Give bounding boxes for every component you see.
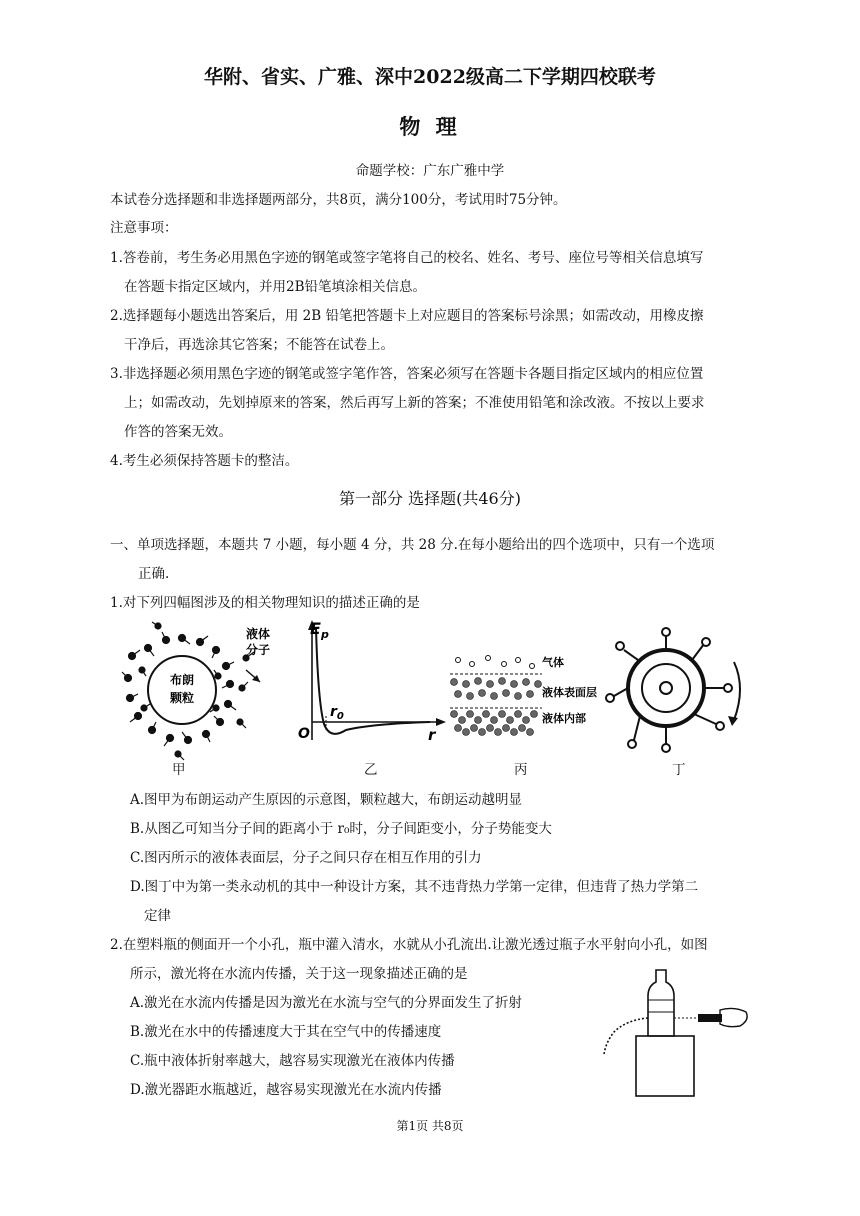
q1-option-d: D.图丁中为第一类永动机的其中一种设计方案，其不违背热力学第一定律，但违背了热力学第二 [130,879,699,895]
figure-ding-caption: 丁 [672,762,686,778]
liquid-label-1: 液体 [246,627,271,641]
q2-option-a: A.激光在水流内传播是因为激光在水流与空气的分界面发生了折射 [130,995,523,1011]
figure-ding-wheel [604,626,754,756]
figure-bing-caption: 丙 [514,762,528,778]
notice-label: 注意事项： [110,220,178,236]
particle-circle [148,656,216,724]
notice-item-1: 1.答卷前，考生务必用黑色字迹的钢笔或签字笔将自己的校名、姓名、考号、座位号等相关信息填写 [110,250,704,266]
figure-jia-brownian [118,618,278,778]
q1-option-b: B.从图乙可知当分子间的距离小于 r₀时，分子间距变小，分子势能变大 [130,821,552,837]
notice-item-2-cont: 干净后，再选涂其它答案；不能答在试卷上。 [124,337,394,353]
notice-item-1-cont: 在答题卡指定区域内，并用2B铅笔填涂相关信息。 [124,279,427,295]
q1-option-a: A.图甲为布朗运动产生原因的示意图，颗粒越大，布朗运动越明显 [130,792,523,808]
school-line: 命题学校：广东广雅中学 [355,163,505,179]
figure-yi-caption: 乙 [364,762,378,778]
notice-item-4: 4.考生必须保持答题卡的整洁。 [110,453,299,469]
part1-heading: 第一部分 选择题(共46分) [339,489,521,508]
figure-yi-potential [290,612,450,752]
ep-label: $E_p$ [310,619,329,641]
page-footer: 第1页 共8页 [396,1119,464,1133]
figure-jia-caption: 甲 [172,762,186,778]
exam-title: 华附、省实、广雅、深中2022级高二下学期四校联考 [204,66,656,88]
r-label: r [428,726,436,744]
r0-label: $r_0$ [330,704,344,722]
subject-title: 物 理 [399,114,461,139]
q1-option-c: C.图丙所示的液体表面层，分子之间只存在相互作用的引力 [130,850,482,866]
hand [720,1008,747,1026]
gas-label: 气体 [542,656,564,669]
figure-bing-surface [446,650,606,740]
laser-pointer [698,1014,722,1022]
particle-label-1: 布朗 [169,673,195,687]
notice-item-3: 3.非选择题必须用黑色字迹的钢笔或签字笔作答，答案必须写在答题卡各题目指定区域内的相应位置 [110,366,704,382]
inner-label: 液体内部 [542,712,586,725]
notice-item-3-cont2: 作答的答案无效。 [124,424,232,440]
wheel-rim [628,650,704,726]
intro-line: 本试卷分选择题和非选择题两部分，共8页，满分100分，考试用时75分钟。 [110,192,567,208]
q1-option-d-cont: 定律 [144,908,171,924]
origin-label: O [298,726,310,742]
figure-q2-bottle-laser [600,966,760,1098]
q2-option-c: C.瓶中液体折射率越大，越容易实现激光在液体内传播 [130,1053,455,1069]
notice-item-3-cont: 上；如需改动，先划掉原来的答案，然后再写上新的答案；不准使用铅笔和涂改液。不按以上要求 [124,395,705,411]
q2-stem-cont: 所示，激光将在水流内传播，关于这一现象描述正确的是 [130,966,468,982]
liquid-label-2: 分子 [246,643,271,657]
section-instruction: 一、单项选择题，本题共 7 小题，每小题 4 分，共 28 分.在每小题给出的四个选项中，只有一个选项 [110,537,715,553]
q2-option-d: D.激光器距水瓶越近，越容易实现激光在水流内传播 [130,1082,442,1098]
notice-item-2: 2.选择题每小题选出答案后，用 2B 铅笔把答题卡上对应题目的答案标号涂黑；如需改动，用橡皮擦 [110,308,704,324]
q2-option-b: B.激光在水中的传播速度大于其在空气中的传播速度 [130,1024,442,1040]
particle-label-2: 颗粒 [169,691,195,705]
q1-stem: 1.对下列四幅图涉及的相关物理知识的描述正确的是 [110,595,420,611]
surface-label: 液体表面层 [542,686,597,699]
q2-stem: 2.在塑料瓶的侧面开一个小孔，瓶中灌入清水，水就从小孔流出.让激光透过瓶子水平射向小孔，如图 [110,937,708,953]
bottle [648,970,674,1036]
stand-block [636,1036,694,1096]
section-instruction-cont: 正确. [138,566,170,582]
